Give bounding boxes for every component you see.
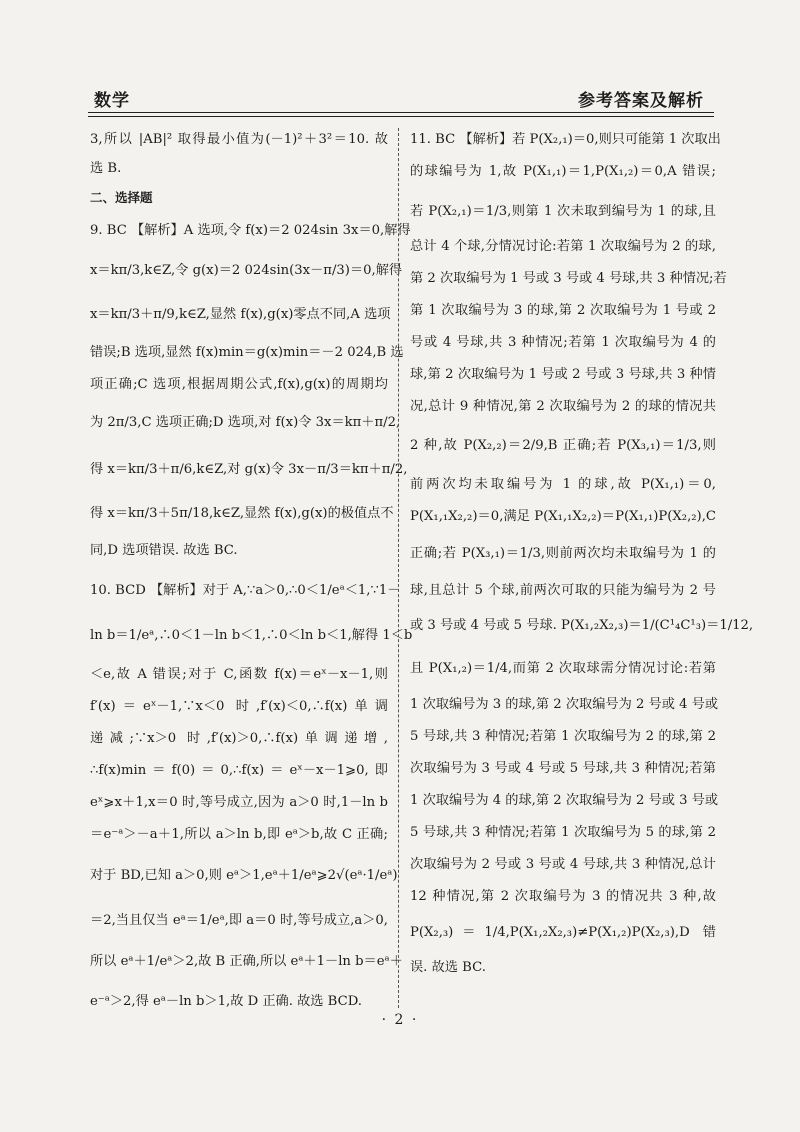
column-divider [398,128,399,1008]
text-line: 2 种,故 P(X₂,₂)＝2/9,B 正确;若 P(X₃,₁)＝1/3,则 [410,438,716,453]
text-line: 选 B. [90,161,122,176]
text-line: 球,第 2 次取编号为 1 号或 2 号或 3 号球,共 3 种情 [410,367,716,382]
text-line: P(X₂,₃)＝1/4,P(X₁,₂X₂,₃)≠P(X₁,₂)P(X₂,₃),D 错 [410,925,716,940]
text-line: 得 x＝kπ/3＋5π/18,k∈Z,显然 f(x),g(x)的极值点不 [90,506,394,521]
text-line: e⁻ᵃ＞2,得 eᵃ－ln b＞1,故 D 正确. 故选 BCD. [90,994,362,1009]
text-line: x＝kπ/3,k∈Z,令 g(x)＝2 024sin(3x－π/3)＝0,解得 [90,263,403,278]
text-line: 所以 eᵃ＋1/eᵃ＞2,故 B 正确,所以 eᵃ＋1－ln b＝eᵃ＋ [90,954,403,969]
header-rule-thick [88,112,714,113]
header-rule-thin [88,116,714,117]
text-line: 为 2π/3,C 选项正确;D 选项,对 f(x)令 3x＝kπ＋π/2, [90,415,401,430]
text-line: 错误;B 选项,显然 f(x)min＝g(x)min＝－2 024,B 选 [90,345,404,360]
text-line: 正确;若 P(X₃,₁)＝1/3,则前两次均未取编号为 1 的 [410,546,716,561]
text-line: eˣ⩾x＋1,x＝0 时,等号成立,因为 a＞0 时,1－ln b [90,795,388,810]
document-title: 参考答案及解析 [578,91,704,111]
text-line: 10. BCD 【解析】对于 A,∵a＞0,∴0＜1/eᵃ＜1,∵1－ [90,583,401,598]
text-line: ＝e⁻ᵃ＞－a＋1,所以 a＞ln b,即 eᵃ＞b,故 C 正确; [90,827,388,842]
text-line: 递减;∵x＞0 时,f′(x)＞0,∴f(x)单调递增, [90,731,388,746]
text-line: f′(x)＝eˣ－1,∵x＜0 时,f′(x)＜0,∴f(x)单调 [90,699,388,714]
text-line: 12 种情况,第 2 次取编号为 3 的情况共 3 种,故 [410,889,716,904]
text-line: P(X₁,₁X₂,₂)＝0,满足 P(X₁,₁X₂,₂)＝P(X₁,₁)P(X₂,₂),C [410,509,716,524]
text-line: 5 号球,共 3 种情况;若第 1 次取编号为 5 的球,第 2 [410,825,716,840]
text-line: 次取编号为 3 号或 4 号或 5 号球,共 3 种情况;若第 [410,761,716,776]
text-line: 9. BC 【解析】A 选项,令 f(x)＝2 024sin 3x＝0,解得 [90,223,411,238]
text-line: 且 P(X₁,₂)＝1/4,而第 2 次取球需分情况讨论:若第 [410,661,716,676]
text-line: 号或 4 号球,共 3 种情况;若第 1 次取编号为 4 的 [410,335,716,350]
text-line: 或 3 号或 4 号或 5 号球. P(X₁,₂X₂,₃)＝1/(C¹₄C¹₃)＝1/12, [410,618,754,633]
text-line: 误. 故选 BC. [410,960,486,975]
text-line: 项正确;C 选项,根据周期公式,f(x),g(x)的周期均 [90,377,388,392]
text-line: 次取编号为 2 号或 3 号或 4 号球,共 3 种情况,总计 [410,857,716,872]
text-line: ＝2,当且仅当 eᵃ＝1/eᵃ,即 a＝0 时,等号成立,a＞0, [90,913,388,928]
text-line: ln b＝1/eᵃ,∴0＜1－ln b＜1,∴0＜ln b＜1,解得 1＜b [90,628,413,643]
text-line: 况,总计 9 种情况,第 2 次取编号为 2 的球的情况共 [410,399,716,414]
section-heading: 二、选择题 [90,190,153,205]
page-number: · 2 · [381,1012,419,1028]
text-line: 同,D 选项错误. 故选 BC. [90,543,238,558]
text-line: 球,且总计 5 个球,前两次可取的只能为编号为 2 号 [410,583,716,598]
text-line: 3,所以 |AB|² 取得最小值为(－1)²＋3²＝10. 故 [90,132,388,147]
text-line: 第 1 次取编号为 3 的球,第 2 次取编号为 1 号或 2 [410,303,716,318]
text-line: 1 次取编号为 3 的球,第 2 次取编号为 2 号或 4 号或 [410,697,719,712]
text-line: 得 x＝kπ/3＋π/6,k∈Z,对 g(x)令 3x－π/3＝kπ＋π/2, [90,462,408,477]
text-line: 总计 4 个球,分情况讨论:若第 1 次取编号为 2 的球, [410,239,716,254]
text-line: 第 2 次取编号为 1 号或 3 号或 4 号球,共 3 种情况;若 [410,271,727,286]
text-line: x＝kπ/3＋π/9,k∈Z,显然 f(x),g(x)零点不同,A 选项 [90,307,391,322]
text-line: ＜e,故 A 错误;对于 C,函数 f(x)＝eˣ－x－1,则 [90,667,388,682]
text-line: 1 次取编号为 4 的球,第 2 次取编号为 2 号或 3 号或 [410,793,719,808]
text-line: ∴f(x)min＝f(0)＝0,∴f(x)＝eˣ－x－1⩾0,即 [90,763,388,778]
text-line: 若 P(X₂,₁)＝1/3,则第 1 次未取到编号为 1 的球,且 [410,204,716,219]
text-line: 11. BC 【解析】若 P(X₂,₁)＝0,则只可能第 1 次取出 [410,132,721,147]
subject-label: 数学 [94,91,130,111]
text-line: 前两次均未取编号为 1 的球,故 P(X₁,₁)＝0, [410,477,716,492]
text-line: 5 号球,共 3 种情况;若第 1 次取编号为 2 的球,第 2 [410,729,716,744]
text-line: 对于 BD,已知 a＞0,则 eᵃ＞1,eᵃ＋1/eᵃ⩾2√(eᵃ·1/eᵃ) [90,868,398,883]
text-line: 的球编号为 1,故 P(X₁,₁)＝1,P(X₁,₂)＝0,A 错误; [410,164,716,179]
